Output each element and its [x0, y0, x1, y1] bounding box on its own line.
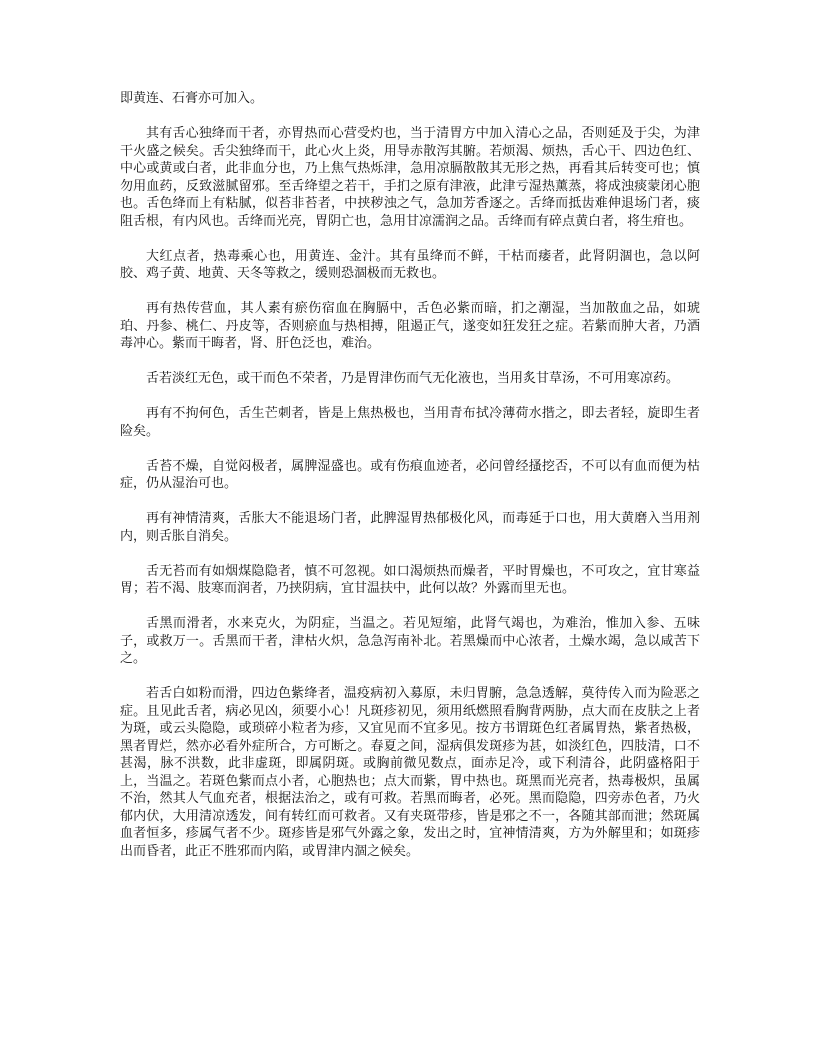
paragraph-pale-red-tongue: 舌若淡红无色，或干而色不荣者，乃是胃津伤而气无化液也，当用炙甘草汤，不可用寒凉药。: [146, 371, 680, 386]
paragraph-tongue-center-crimson: 其有舌心独绛而干者，亦胃热而心营受灼也，当于清胃方中加入清心之品，否则延及于尖，为津干火盛之候矣。舌尖独绛而干，此心火上炎，用导赤散泻其腑。若烦渴、烦热，舌心干、四边色红、中心或黄或白者，此非血分也，乃上焦气热烁津，急用凉膈散散其无形之热，再看其后转变可也；慎勿用血药，反致滋腻留邪。至舌绛望之若干，手扪之原有津液，此津亏湿热薰蒸，将成浊痰蒙闭心胞也。舌色绛而上有粘腻，似苔非苔者，中挟秽浊之气，急加芳香逐之。舌绛而抵齿难伸退场门者，痰阻舌根，有内风也。舌绛而光亮，胃阴亡也，急用甘凉濡润之品。舌绛而有碎点黄白者，将生疳也。: [120, 126, 700, 229]
paragraph-thorns: 再有不拘何色，舌生芒刺者，皆是上焦热极也，当用青布拭冷薄荷水揩之，即去者轻，旋即生者险矣。: [120, 406, 700, 439]
paragraph-swollen-tongue: 再有神情清爽，舌胀大不能退场门者，此脾湿胃热郁极化风，而毒延于口也，用大黄磨入当用剂内，则舌胀自消矣。: [120, 511, 700, 544]
paragraph-black-tongue: 舌黑而滑者，水来克火，为阴症，当温之。若见短缩，此肾气竭也，为难治，惟加入参、五味子，或救万一。舌黑而干者，津枯火炽，急急泻南补北。若黑燥而中心浓者，土燥水竭，急以咸苦下之。: [120, 616, 700, 666]
paragraph-continuation: 即黄连、石膏亦可加入。: [120, 91, 264, 106]
paragraph-heat-blood: 再有热传营血，其人素有瘀伤宿血在胸膈中，舌色必紫而暗，扪之潮湿，当加散血之品，如琥珀、丹参、桃仁、丹皮等，否则瘀血与热相搏，阻遏正气，遂变如狂发狂之症。若紫而肿大者，乃酒毒冲心。紫而干晦者，肾、肝色泛也，难治。: [120, 301, 700, 351]
paragraph-red-spots: 大红点者，热毒乘心也，用黄连、金汁。其有虽绛而不鲜，干枯而痿者，此肾阴涸也，急以阿胶、鸡子黄、地黄、天冬等救之，缓则恐涸极而无救也。: [120, 248, 700, 281]
paragraph-soot-like: 舌无苔而有如烟煤隐隐者，慎不可忽视。如口渴烦热而燥者，平时胃燥也，不可攻之，宜甘寒益胃；若不渴、肢寒而润者，乃挟阴病，宜甘温扶中，此何以故？外露而里无也。: [120, 563, 700, 596]
document-page: [120, 90, 700, 878]
paragraph-not-dry-coating: 舌苔不燥，自觉闷极者，属脾湿盛也。或有伤痕血迹者，必问曾经搔挖否，不可以有血而便为枯症，仍从湿治可也。: [120, 458, 700, 491]
paragraph-white-powder-tongue: 若舌白如粉而滑，四边色紫绛者，温疫病初入募原，未归胃腑，急急透解，莫待传入而为险恶之症。且见此舌者，病必见凶，须要小心！凡斑疹初见，须用纸燃照看胸背两胁，点大而在皮肤之上者为斑，或云头隐隐，或琐碎小粒者为疹，又宜见而不宜多见。按方书谓斑色红者属胃热，紫者热极，黑者胃烂，然亦必看外症所合，方可断之。春夏之间，湿病俱发斑疹为甚，如淡红色，四肢清，口不甚渴，脉不洪数，此非虚斑，即属阴斑。或胸前微见数点，面赤足冷，或下利清谷，此阴盛格阳于上，当温之。若斑色紫而点小者，心胞热也；点大而紫，胃中热也。斑黑而光亮者，热毒极炽，虽属不治，然其人气血充者，根据法治之，或有可救。若黑而晦者，必死。黑而隐隐，四旁赤色者，乃火郁内伏，大用清凉透发，间有转红而可救者。又有夹斑带疹，皆是邪之不一，各随其部而泄；然斑属血者恒多，疹属气者不少。斑疹皆是邪气外露之象，发出之时，宜神情清爽，方为外解里和；如斑疹出而昏者，此正不胜邪而内陷，或胃津内涸之候矣。: [120, 686, 700, 859]
